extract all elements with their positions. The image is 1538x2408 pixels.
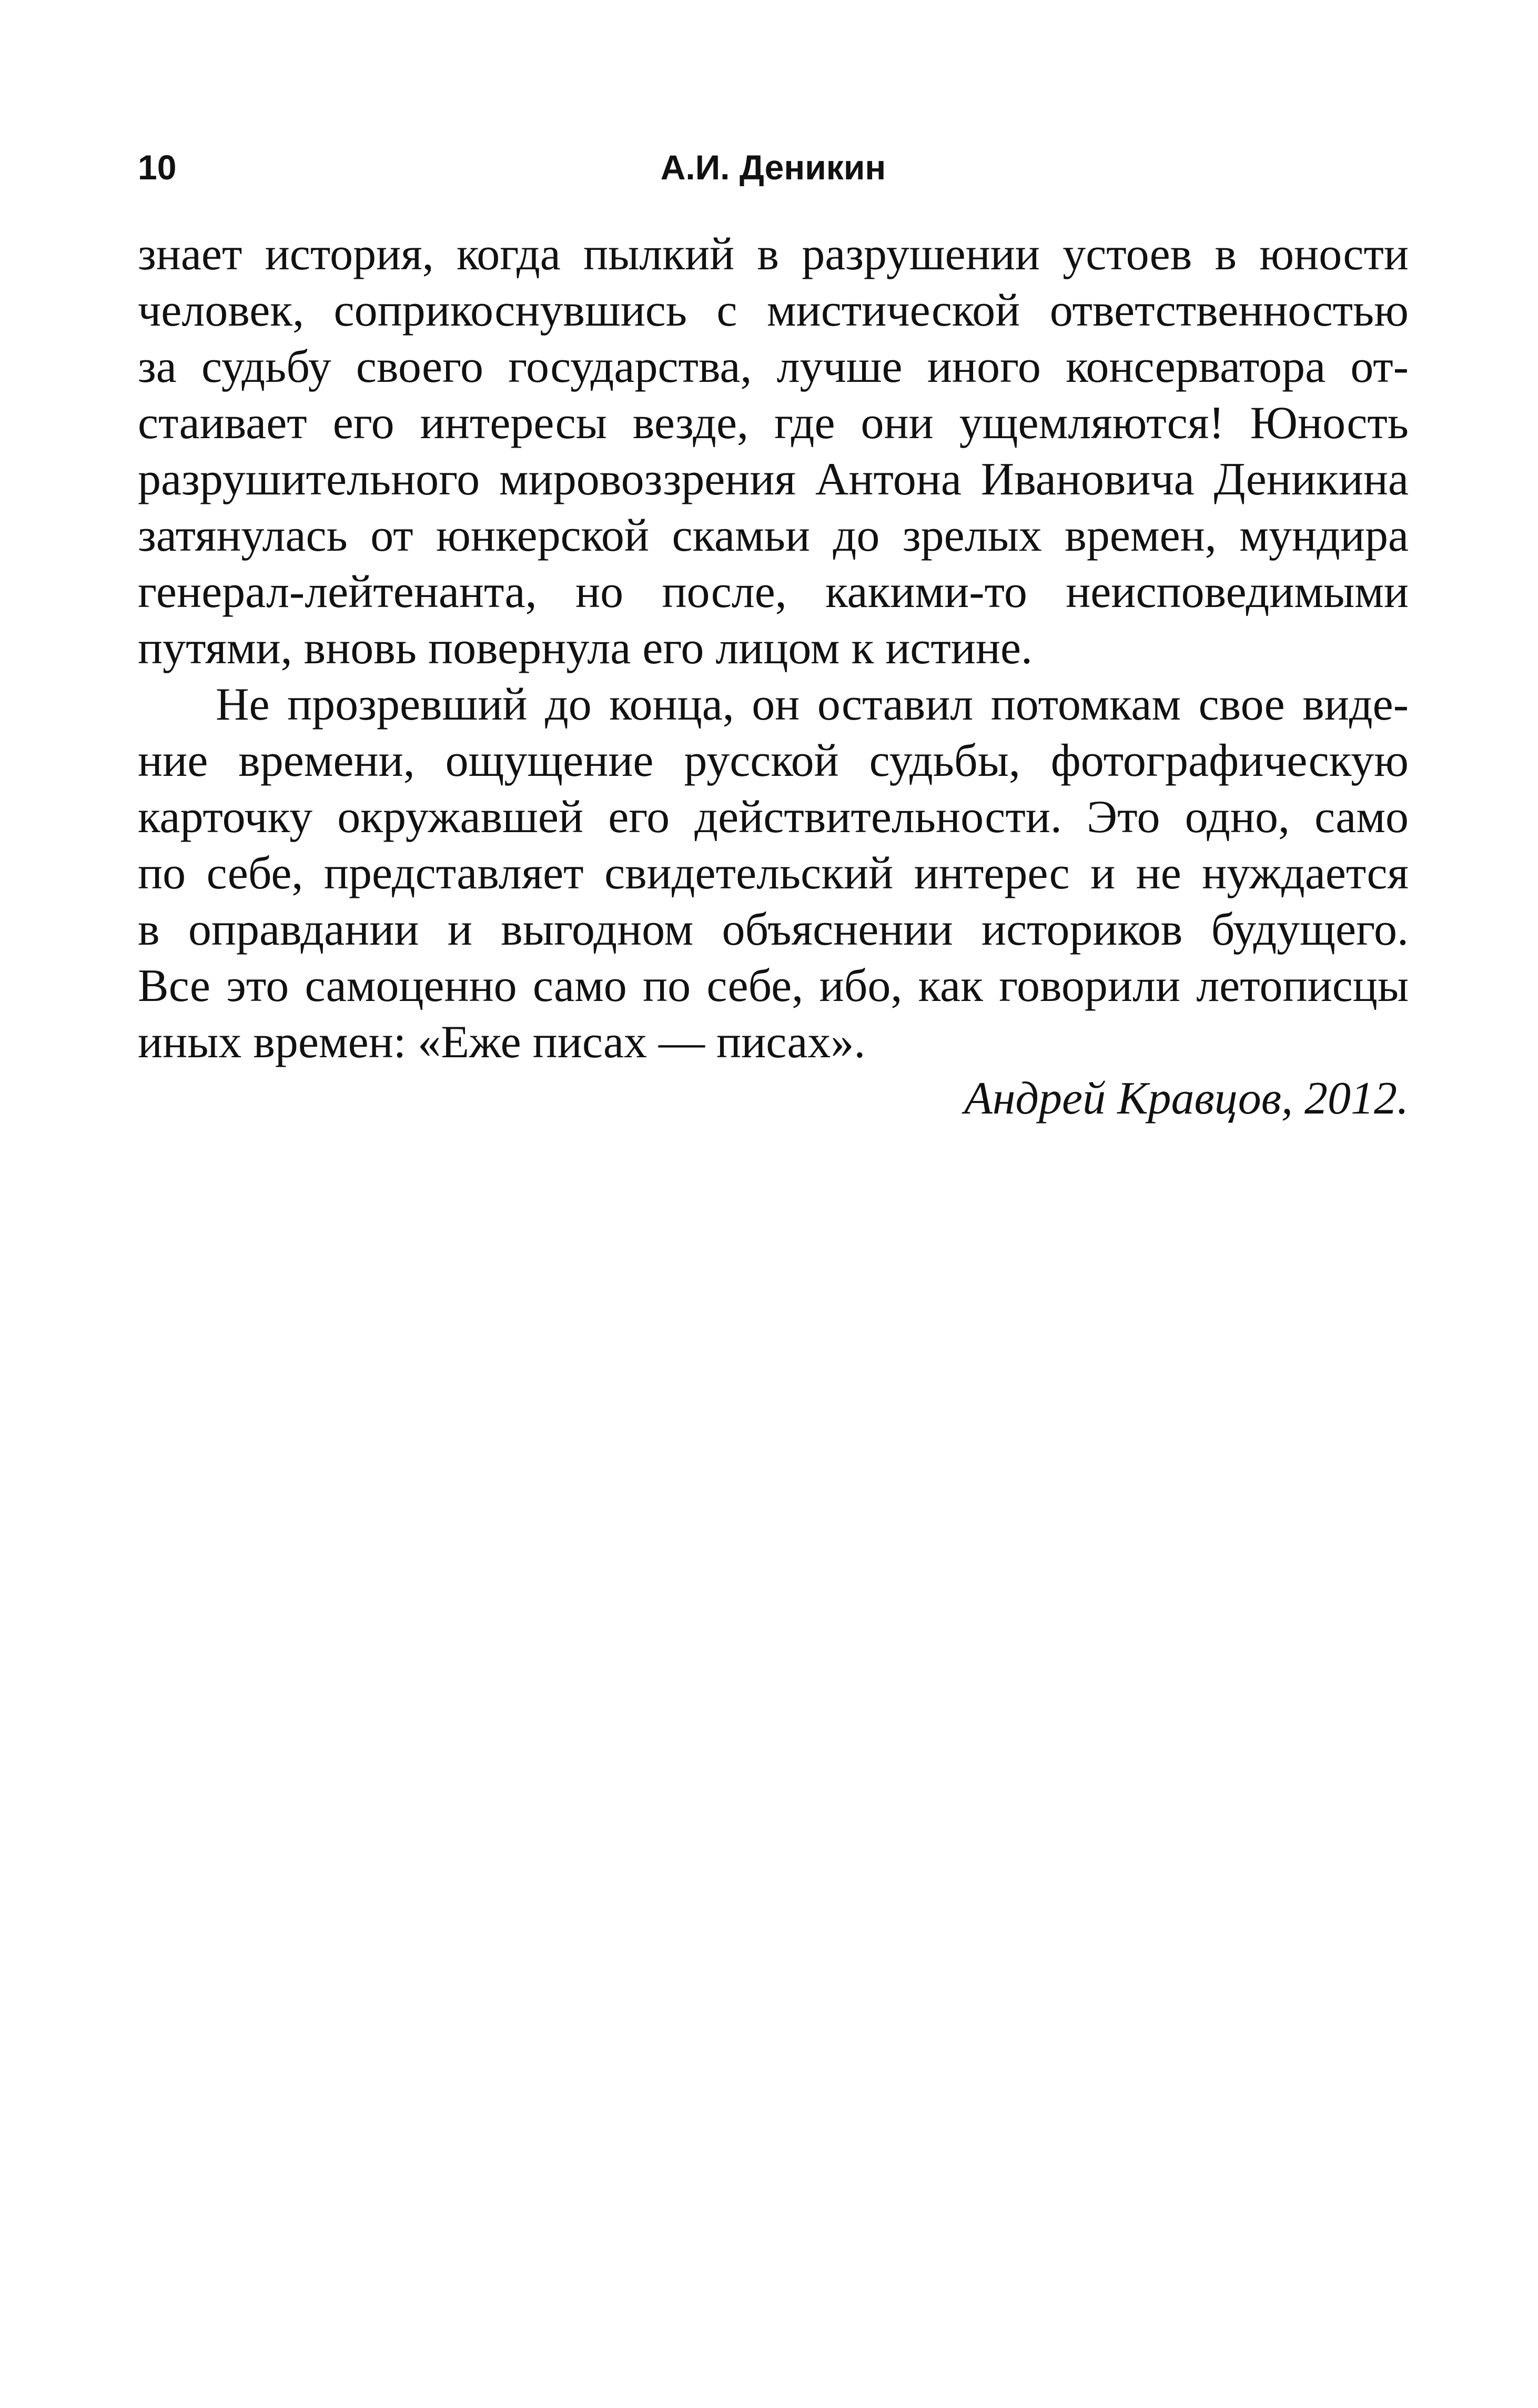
text-line: за судьбу своего государства, лучше иного консерватора от- — [138, 341, 1409, 392]
text-line: иных времен: «Еже писах — писах». — [138, 1017, 866, 1068]
text-line: знает история, когда пылкий в разрушении устоев в юности — [138, 229, 1409, 280]
text-line: Все это самоценно само по себе, ибо, как говорили летописцы — [138, 960, 1409, 1011]
body-text — [138, 226, 1409, 1127]
text-line: стаивает его интересы везде, где они ущемляются! Юность — [138, 398, 1409, 449]
text-line: затянулась от юнкерской скамьи до зрелых времен, мундира — [138, 510, 1409, 561]
text-line: по себе, представляет свидетельский интерес и не нуждается — [138, 848, 1409, 899]
text-line: в оправдании и выгодном объяснении историков будущего. — [138, 904, 1409, 955]
text-line: карточку окружавшей его действительности. Это одно, само — [138, 792, 1409, 843]
text-line: Не прозревший до конца, он оставил потомкам свое виде- — [216, 679, 1409, 730]
paragraph-1 — [138, 226, 1409, 676]
text-line: путями, вновь повернула его лицом к истине. — [138, 623, 1033, 674]
text-line: разрушительного мировоззрения Антона Ивановича Деникина — [138, 454, 1409, 505]
text-line: генерал-лейтенанта, но после, какими-то неисповедимыми — [138, 566, 1409, 618]
paragraph-2 — [138, 676, 1409, 1070]
page-number: 10 — [138, 148, 177, 187]
running-title: А.И. Деникин — [660, 148, 886, 187]
text-line: человек, соприкоснувшись с мистической ответственностью — [138, 285, 1409, 336]
text-line: ние времени, ощущение русской судьбы, фотографическую — [138, 735, 1409, 786]
running-head — [138, 141, 1409, 194]
signature: Андрей Кравцов, 2012. — [964, 1073, 1409, 1124]
